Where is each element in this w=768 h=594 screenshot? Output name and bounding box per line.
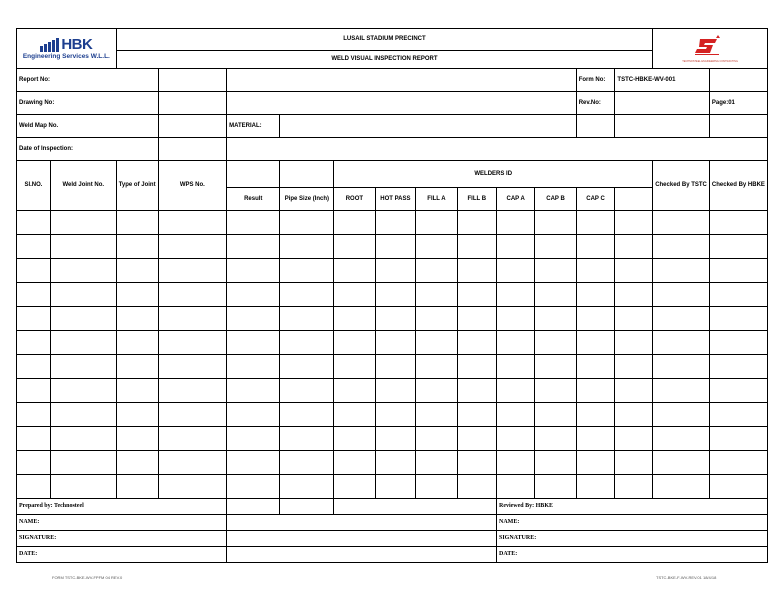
drawing-no-blank [227, 92, 577, 115]
table-cell[interactable] [416, 403, 457, 427]
table-cell[interactable] [227, 475, 280, 499]
prepared-by: Prepared by: Technosteel [17, 499, 227, 515]
form-no-value: TSTC-HBKE-WV-001 [615, 69, 709, 92]
table-cell[interactable] [227, 355, 280, 379]
signature-left[interactable]: SIGNATURE: [17, 531, 227, 547]
table-cell[interactable] [535, 475, 576, 499]
weld-map-no-label: Weld Map No. [17, 115, 159, 138]
table-cell[interactable] [375, 427, 416, 451]
prepared-blank-3 [334, 499, 497, 515]
report-no-value[interactable] [158, 69, 227, 92]
table-cell[interactable] [375, 235, 416, 259]
table-cell[interactable] [496, 403, 534, 427]
data-rows [17, 211, 768, 499]
name-right[interactable]: NAME: [496, 515, 767, 531]
table-cell[interactable] [615, 259, 653, 283]
table-cell[interactable] [280, 427, 334, 451]
table-cell[interactable] [334, 211, 375, 235]
table-cell[interactable] [17, 331, 51, 355]
footer-left: FORM TSTC-BKE-WV-FPFM 04 REV.0 [52, 575, 123, 580]
table-cell[interactable] [496, 283, 534, 307]
table-cell[interactable] [280, 235, 334, 259]
table-cell[interactable] [496, 427, 534, 451]
table-cell[interactable] [334, 283, 375, 307]
col-header-weld-joint-no: Weld Joint No. [50, 161, 116, 211]
prepared-blank-1 [227, 499, 280, 515]
table-cell[interactable] [50, 451, 116, 475]
table-cell[interactable] [457, 283, 496, 307]
table-cell[interactable] [615, 403, 653, 427]
col-header-root: ROOT [334, 188, 375, 211]
table-cell[interactable] [17, 379, 51, 403]
table-cell[interactable] [416, 283, 457, 307]
table-cell[interactable] [17, 427, 51, 451]
table-cell[interactable] [457, 379, 496, 403]
table-cell[interactable] [50, 211, 116, 235]
table-cell[interactable] [709, 379, 767, 403]
table-cell[interactable] [535, 379, 576, 403]
weld-map-no-value[interactable] [158, 115, 227, 138]
table-cell[interactable] [334, 427, 375, 451]
table-cell[interactable] [17, 451, 51, 475]
table-cell[interactable] [535, 355, 576, 379]
table-cell[interactable] [416, 379, 457, 403]
technosteel-logo-icon [693, 33, 727, 57]
table-cell[interactable] [457, 331, 496, 355]
drawing-no-label: Drawing No: [17, 92, 159, 115]
table-cell[interactable] [227, 283, 280, 307]
report-no-label: Report No: [17, 69, 159, 92]
reviewed-by: Reviewed By: HBKE [496, 499, 767, 515]
table-cell[interactable] [653, 379, 710, 403]
table-cell[interactable] [50, 427, 116, 451]
table-cell[interactable] [615, 307, 653, 331]
col-header-checked-by-hbke: Checked By HBKE [709, 161, 767, 211]
table-cell[interactable] [17, 283, 51, 307]
table-cell[interactable] [653, 475, 710, 499]
hbk-logo-text: HBK [61, 35, 93, 53]
hbk-logo-subtitle: Engineering Services W.L.L. [22, 52, 110, 60]
table-row [17, 427, 768, 451]
table-cell[interactable] [653, 211, 710, 235]
table-cell[interactable] [227, 259, 280, 283]
table-cell[interactable] [50, 307, 116, 331]
col-header-fill-b: FILL B [457, 188, 496, 211]
col-header-type-of-joint: Type of Joint [116, 161, 158, 211]
col-header-cap-c: CAP C [576, 188, 615, 211]
material-extra-3 [709, 115, 767, 138]
table-cell[interactable] [116, 307, 158, 331]
table-cell[interactable] [280, 259, 334, 283]
table-cell[interactable] [280, 283, 334, 307]
table-cell[interactable] [116, 331, 158, 355]
table-cell[interactable] [576, 403, 615, 427]
col-header-fill-a: FILL A [416, 188, 457, 211]
table-cell[interactable] [615, 211, 653, 235]
date-left[interactable]: DATE: [17, 547, 227, 563]
table-cell[interactable] [615, 451, 653, 475]
table-cell[interactable] [158, 307, 227, 331]
table-cell[interactable] [576, 235, 615, 259]
table-cell[interactable] [709, 259, 767, 283]
table-cell[interactable] [116, 475, 158, 499]
table-cell[interactable] [280, 403, 334, 427]
date-of-inspection-value[interactable] [158, 138, 227, 161]
table-cell[interactable] [709, 475, 767, 499]
table-cell[interactable] [535, 235, 576, 259]
table-row [17, 235, 768, 259]
table-cell[interactable] [496, 331, 534, 355]
table-cell[interactable] [375, 259, 416, 283]
table-row [17, 307, 768, 331]
signature-middle [227, 531, 497, 547]
table-cell[interactable] [709, 427, 767, 451]
table-cell[interactable] [280, 355, 334, 379]
table-cell[interactable] [416, 235, 457, 259]
table-cell[interactable] [615, 283, 653, 307]
table-cell[interactable] [50, 403, 116, 427]
table-cell[interactable] [158, 259, 227, 283]
table-cell[interactable] [116, 211, 158, 235]
table-cell[interactable] [158, 211, 227, 235]
table-cell[interactable] [653, 283, 710, 307]
form-table [16, 28, 768, 563]
report-title: WELD VISUAL INSPECTION REPORT [116, 51, 653, 69]
table-cell[interactable] [709, 403, 767, 427]
table-cell[interactable] [50, 259, 116, 283]
table-cell[interactable] [116, 451, 158, 475]
footer-right: TSTC-BKE-F-WV-REV.01 18/4/18 [656, 575, 717, 580]
prepared-blank-2 [280, 499, 334, 515]
col-header-result: Result [227, 188, 280, 211]
table-cell[interactable] [653, 427, 710, 451]
project-title: LUSAIL STADIUM PRECINCT [116, 29, 653, 51]
table-cell[interactable] [227, 211, 280, 235]
material-value[interactable] [280, 115, 576, 138]
table-cell[interactable] [709, 451, 767, 475]
table-cell[interactable] [158, 427, 227, 451]
table-cell[interactable] [709, 283, 767, 307]
table-cell[interactable] [17, 475, 51, 499]
table-cell[interactable] [457, 403, 496, 427]
name-left[interactable]: NAME: [17, 515, 227, 531]
table-cell[interactable] [653, 403, 710, 427]
col-header-wps-no: WPS No. [158, 161, 227, 211]
table-cell[interactable] [375, 211, 416, 235]
table-row [17, 355, 768, 379]
table-cell[interactable] [457, 427, 496, 451]
table-cell[interactable] [576, 355, 615, 379]
table-cell[interactable] [334, 331, 375, 355]
table-cell[interactable] [280, 451, 334, 475]
table-cell[interactable] [457, 259, 496, 283]
date-right[interactable]: DATE: [496, 547, 767, 563]
col-header-blank-3 [615, 188, 653, 211]
table-cell[interactable] [535, 307, 576, 331]
table-cell[interactable] [50, 475, 116, 499]
table-cell[interactable] [334, 307, 375, 331]
table-cell[interactable] [375, 355, 416, 379]
col-header-welders-id: WELDERS ID [334, 161, 653, 188]
table-cell[interactable] [576, 211, 615, 235]
table-row [17, 451, 768, 475]
table-cell[interactable] [496, 307, 534, 331]
table-cell[interactable] [615, 355, 653, 379]
table-cell[interactable] [280, 211, 334, 235]
table-cell[interactable] [17, 403, 51, 427]
col-header-pipe-size: Pipe Size (Inch) [280, 188, 334, 211]
table-cell[interactable] [416, 427, 457, 451]
table-cell[interactable] [496, 379, 534, 403]
table-cell[interactable] [709, 235, 767, 259]
technosteel-logo-subtitle: TECHNOSTEEL ENGINEERING CONTRACTING [682, 59, 738, 63]
table-cell[interactable] [50, 355, 116, 379]
table-cell[interactable] [334, 355, 375, 379]
table-cell[interactable] [535, 427, 576, 451]
table-cell[interactable] [375, 307, 416, 331]
col-header-sl-no: Sl.NO. [17, 161, 51, 211]
table-cell[interactable] [457, 355, 496, 379]
table-cell[interactable] [653, 259, 710, 283]
material-extra-1 [576, 115, 615, 138]
table-cell[interactable] [457, 211, 496, 235]
material-label: MATERIAL: [227, 115, 280, 138]
table-cell[interactable] [457, 451, 496, 475]
date-of-inspection-label: Date of Inspection: [17, 138, 159, 161]
table-cell[interactable] [334, 403, 375, 427]
rev-no-value[interactable] [615, 92, 709, 115]
table-cell[interactable] [50, 331, 116, 355]
table-cell[interactable] [653, 355, 710, 379]
table-cell[interactable] [375, 475, 416, 499]
table-cell[interactable] [50, 379, 116, 403]
table-cell[interactable] [227, 379, 280, 403]
name-middle [227, 515, 497, 531]
table-cell[interactable] [457, 235, 496, 259]
table-row [17, 379, 768, 403]
table-cell[interactable] [116, 283, 158, 307]
table-cell[interactable] [227, 451, 280, 475]
table-row [17, 259, 768, 283]
table-cell[interactable] [535, 331, 576, 355]
table-cell[interactable] [416, 307, 457, 331]
material-extra-2 [615, 115, 709, 138]
table-cell[interactable] [709, 355, 767, 379]
table-cell[interactable] [158, 331, 227, 355]
table-cell[interactable] [280, 331, 334, 355]
table-cell[interactable] [615, 235, 653, 259]
table-cell[interactable] [334, 235, 375, 259]
table-cell[interactable] [158, 475, 227, 499]
table-cell[interactable] [158, 451, 227, 475]
report-no-blank [227, 69, 577, 92]
table-cell[interactable] [709, 331, 767, 355]
col-header-blank-1 [227, 161, 280, 188]
table-cell[interactable] [576, 331, 615, 355]
table-cell[interactable] [496, 235, 534, 259]
table-cell[interactable] [653, 235, 710, 259]
table-cell[interactable] [416, 451, 457, 475]
table-cell[interactable] [227, 307, 280, 331]
table-cell[interactable] [457, 475, 496, 499]
table-cell[interactable] [375, 331, 416, 355]
table-cell[interactable] [496, 475, 534, 499]
table-cell[interactable] [615, 331, 653, 355]
table-cell[interactable] [280, 307, 334, 331]
table-cell[interactable] [17, 259, 51, 283]
table-cell[interactable] [416, 331, 457, 355]
table-cell[interactable] [280, 379, 334, 403]
table-cell[interactable] [334, 451, 375, 475]
table-cell[interactable] [116, 379, 158, 403]
table-cell[interactable] [496, 259, 534, 283]
table-cell[interactable] [334, 475, 375, 499]
table-cell[interactable] [280, 475, 334, 499]
date-of-inspection-blank [227, 138, 768, 161]
table-cell[interactable] [227, 403, 280, 427]
table-cell[interactable] [17, 355, 51, 379]
table-row [17, 403, 768, 427]
table-cell[interactable] [158, 379, 227, 403]
table-cell[interactable] [535, 259, 576, 283]
table-cell[interactable] [615, 379, 653, 403]
table-row [17, 475, 768, 499]
table-cell[interactable] [709, 307, 767, 331]
table-cell[interactable] [535, 403, 576, 427]
table-cell[interactable] [334, 379, 375, 403]
table-cell[interactable] [709, 211, 767, 235]
technosteel-logo [653, 29, 768, 69]
table-cell[interactable] [158, 283, 227, 307]
table-cell[interactable] [653, 451, 710, 475]
table-cell[interactable] [227, 331, 280, 355]
table-cell[interactable] [375, 379, 416, 403]
col-header-cap-a: CAP A [496, 188, 534, 211]
col-header-cap-b: CAP B [535, 188, 576, 211]
col-header-hot-pass: HOT PASS [375, 188, 416, 211]
table-cell[interactable] [457, 307, 496, 331]
drawing-no-value[interactable] [158, 92, 227, 115]
table-cell[interactable] [375, 283, 416, 307]
table-cell[interactable] [576, 451, 615, 475]
table-cell[interactable] [116, 403, 158, 427]
table-cell[interactable] [375, 403, 416, 427]
table-cell[interactable] [334, 259, 375, 283]
table-cell[interactable] [17, 235, 51, 259]
table-cell[interactable] [158, 235, 227, 259]
table-cell[interactable] [615, 427, 653, 451]
table-row [17, 211, 768, 235]
hbk-logo [17, 29, 117, 69]
table-cell[interactable] [496, 211, 534, 235]
table-cell[interactable] [535, 451, 576, 475]
table-cell[interactable] [496, 355, 534, 379]
table-cell[interactable] [416, 259, 457, 283]
rev-no-label: Rev.No: [576, 92, 615, 115]
table-cell[interactable] [576, 307, 615, 331]
table-cell[interactable] [496, 451, 534, 475]
table-cell[interactable] [653, 307, 710, 331]
date-middle [227, 547, 497, 563]
table-cell[interactable] [227, 427, 280, 451]
table-cell[interactable] [158, 355, 227, 379]
table-cell[interactable] [416, 355, 457, 379]
signature-right[interactable]: SIGNATURE: [496, 531, 767, 547]
form-no-blank [709, 69, 767, 92]
table-cell[interactable] [116, 235, 158, 259]
table-cell[interactable] [116, 355, 158, 379]
table-cell[interactable] [416, 475, 457, 499]
weld-inspection-form [16, 28, 768, 563]
table-cell[interactable] [535, 283, 576, 307]
table-cell[interactable] [50, 235, 116, 259]
col-header-blank-2 [280, 161, 334, 188]
table-cell[interactable] [615, 475, 653, 499]
table-cell[interactable] [576, 379, 615, 403]
page-label: Page:01 [709, 92, 767, 115]
table-cell[interactable] [653, 331, 710, 355]
form-no-label: Form No: [576, 69, 615, 92]
table-cell[interactable] [576, 475, 615, 499]
table-cell[interactable] [17, 211, 51, 235]
table-cell[interactable] [535, 211, 576, 235]
table-cell[interactable] [375, 451, 416, 475]
table-cell[interactable] [116, 259, 158, 283]
table-cell[interactable] [416, 211, 457, 235]
table-cell[interactable] [227, 235, 280, 259]
table-cell[interactable] [116, 427, 158, 451]
table-row [17, 331, 768, 355]
table-cell[interactable] [50, 283, 116, 307]
col-header-checked-by-tstc: Checked By TSTC [653, 161, 710, 211]
table-cell[interactable] [158, 403, 227, 427]
table-cell[interactable] [576, 283, 615, 307]
table-cell[interactable] [576, 259, 615, 283]
table-cell[interactable] [17, 307, 51, 331]
table-row [17, 283, 768, 307]
table-cell[interactable] [576, 427, 615, 451]
